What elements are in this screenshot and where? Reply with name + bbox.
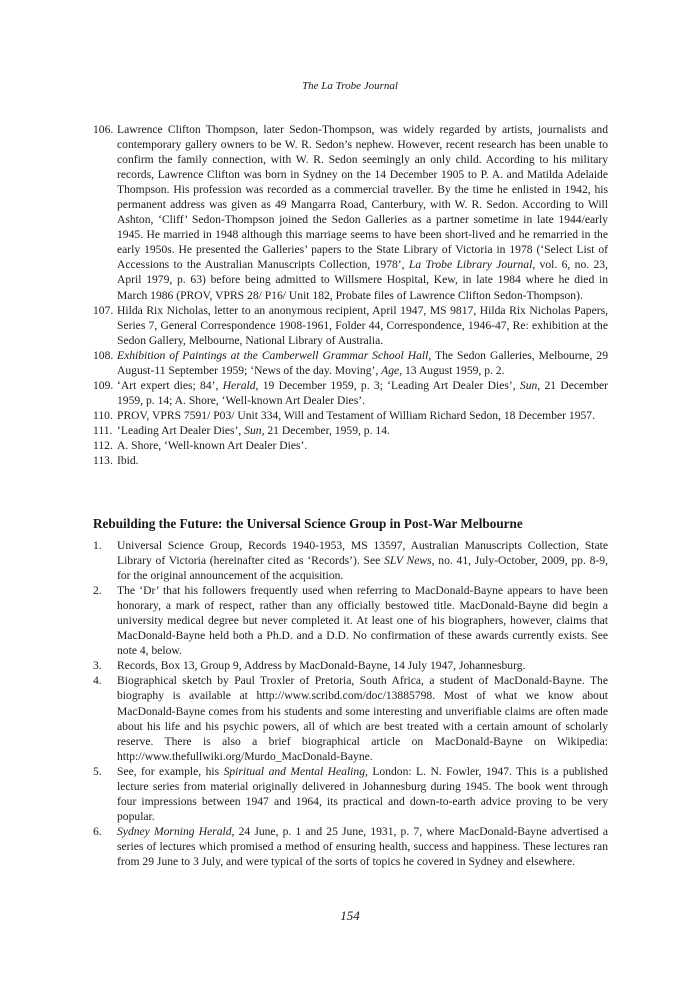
text-run: , 24 June, p. 1 and 25 June, 1931, p. 7, where MacDonald-Bayne advertised a series of lectures which promised a method of ensuring health, success and happiness. These lectures ran from 29 June to 3 July, and were typical of the sorts of topics he covered in Sydney and elsewhere. [117,824,608,868]
text-run: Biographical sketch by Paul Troxler of Pretoria, South Africa, a student of MacDonald-Bayne. The biography is available at http://www.scribd.com/doc/13885798. Most of what we know about MacDonald-Bayne comes from his students and some interesting and unverifiable claims are often made about his life and his psychic powers, all of which are best treated with a certain amount of scholarly reserve. There is also a brief biographical article on MacDonald-Bayne on Wikipedia: http://www.thefullwiki.org/Murdo_MacDonald-Bayne. [117,674,608,763]
endnote-text [117,348,608,378]
endnote-number: 113. [93,454,113,468]
italic-title: Herald [222,378,256,392]
endnote [93,303,608,348]
endnotes-list-sedon [93,122,608,468]
endnote-text [117,122,608,303]
endnote [93,538,608,583]
running-header: The La Trobe Journal [302,80,398,92]
text-run: Hilda Rix Nicholas, letter to an anonymous recipient, April 1947, MS 9817, Hilda Rix Nicholas Papers, Series 7, General Correspondence 1908-1961, Folder 44, Correspondence, 1946-47, Re: exhibition at the Sedon Gallery, Melbourne, National Library of Australia. [117,303,608,347]
endnote-text [117,764,608,824]
endnote-number: 109. [93,378,114,392]
endnote-number: 106. [93,123,114,136]
endnote [93,408,608,423]
endnote-text [117,583,608,658]
italic-title: Age [381,363,400,377]
text-run: , 19 December 1959, p. 3; ‘Leading Art Dealer Dies’, [255,378,520,392]
endnote-number: 4. [93,674,102,688]
endnote-number: 111. [93,423,113,437]
text-run: See, for example, his [117,764,224,778]
endnote-text [117,658,608,673]
endnote [93,453,608,468]
endnote [93,673,608,763]
text-run: Lawrence Clifton Thompson, later Sedon-Thompson, was widely regarded by artists, journalists and contemporary gallery owners to be W. R. Sedon’s nephew. However, recent research has been unable to confirm the family connection, with W. R. Sedon seemingly an only child. According to his military records, Lawrence Clifton was born in Sydney on the 14 December 1905 to P. A. and Matilda Adelaide Thompson. His profession was recorded as a commercial traveller. By the time he enlisted in 1942, his permanent address was given as 49 Mangarra Road, Canterbury, with W. R. Sedon. According to Will Ashton, ‘Cliff’ Sedon-Thompson joined the Sedon Galleries as a partner sometime in late 1944/early 1945. He married in 1948 although this marriage seems to have been short-lived and he remarried in the early 1950s. He presented the Galleries’ papers to the State Library of Victoria in 1978 (‘Select List of Accessions to the Australian Manuscripts Collection, 1978’, [117,123,608,272]
italic-title: SLV News [384,554,432,568]
text-run: PROV, VPRS 7591/ P03/ Unit 334, Will and Testament of William Richard Sedon, 18 December 1957. [117,408,595,422]
endnote-text [117,538,608,583]
page-number: 154 [340,908,360,923]
endnote-number: 6. [93,824,102,838]
italic-title: Sun [519,378,538,392]
text-run: The ‘Dr’ that his followers frequently used when referring to MacDonald-Bayne appears to have been honorary, a mark of respect, rather than any officially bestowed title. MacDonald-Bayne did begin a university medical degree but never completed it. At least one of his biographers, however, claims that MacDonald-Bayne held both a Ph.D. and a D.D. No confirmation of these awards currently exists. See note 4, below. [117,584,608,658]
endnote [93,423,608,438]
endnote [93,583,608,658]
italic-title: Sun, [244,423,265,437]
endnote-number: 107. [93,303,114,317]
endnote [93,658,608,673]
text-run: , vol. 6, no. 23, April 1979, p. 63) before being admitted to Willsmere Hospital, Kew, in late 1984 where he died in March 1986 (PROV, VPRS 28/ P16/ Unit 182, Probate files of Lawrence Clifton Sedon-Thompson). [117,258,608,302]
endnote [93,824,608,869]
endnote-number: 2. [93,584,102,598]
section-heading: Rebuilding the Future: the Universal Science Group in Post-War Melbourne [93,516,523,531]
endnote-number: 3. [93,659,102,673]
endnote [93,378,608,408]
text-run: , 21 December 1959, p. 14; A. Shore, ‘Well-known Art Dealer Dies’. [117,378,608,407]
endnote-number: 1. [93,539,102,552]
endnote-text [117,378,608,408]
endnotes-list-universal-science [93,538,608,869]
italic-title: La Trobe Library Journal [408,258,533,272]
endnote-number: 5. [93,764,102,778]
endnote-text [117,303,608,348]
endnote-text [117,824,608,869]
italic-title: Sydney Morning Herald [117,824,232,838]
text-run: ‘Leading Art Dealer Dies’, [117,423,245,437]
endnote-text [117,453,608,468]
endnote-number: 108. [93,348,114,362]
text-run: , no. 41, July-October, 2009, pp. 8-9, for the original announcement of the acquisition. [117,554,608,583]
endnote [93,438,608,453]
endnote [93,122,608,303]
text-run: Ibid. [117,454,139,468]
italic-title: Spiritual and Mental Healing [223,764,365,778]
endnote-number: 112. [93,438,113,452]
endnote-number: 110. [93,408,113,422]
endnote [93,764,608,824]
text-run: Universal Science Group, Records 1940-1953, MS 13597, Australian Manuscripts Collection, State Library of Victoria (hereinafter cited as ‘Records’). See [117,539,608,568]
text-run: A. Shore, ‘Well-known Art Dealer Dies’. [117,438,308,452]
text-run: , London: L. N. Fowler, 1947. This is a published lecture series from material originally delivered in Johannesburg during 1945. The book went through four impressions between 1947 and 1964, its practical and down-to-earth advice proving to be very popular. [117,764,608,823]
text-run: Records, Box 13, Group 9, Address by MacDonald-Bayne, 14 July 1947, Johannesburg. [117,659,526,673]
italic-title: Exhibition of Paintings at the Camberwell Grammar School Hall [117,348,429,362]
endnote-text [117,408,608,423]
endnote [93,348,608,378]
endnote-text [117,438,608,453]
endnote-text [117,673,608,763]
text-run: 21 December, 1959, p. 14. [264,423,390,437]
text-run: ‘Art expert dies; 84’, [117,378,223,392]
text-run: , The Sedon Galleries, Melbourne, 29 August-11 September 1959; ‘News of the day. Moving’, [117,348,609,377]
endnote-text [117,423,608,438]
text-run: , 13 August 1959, p. 2. [399,363,505,377]
